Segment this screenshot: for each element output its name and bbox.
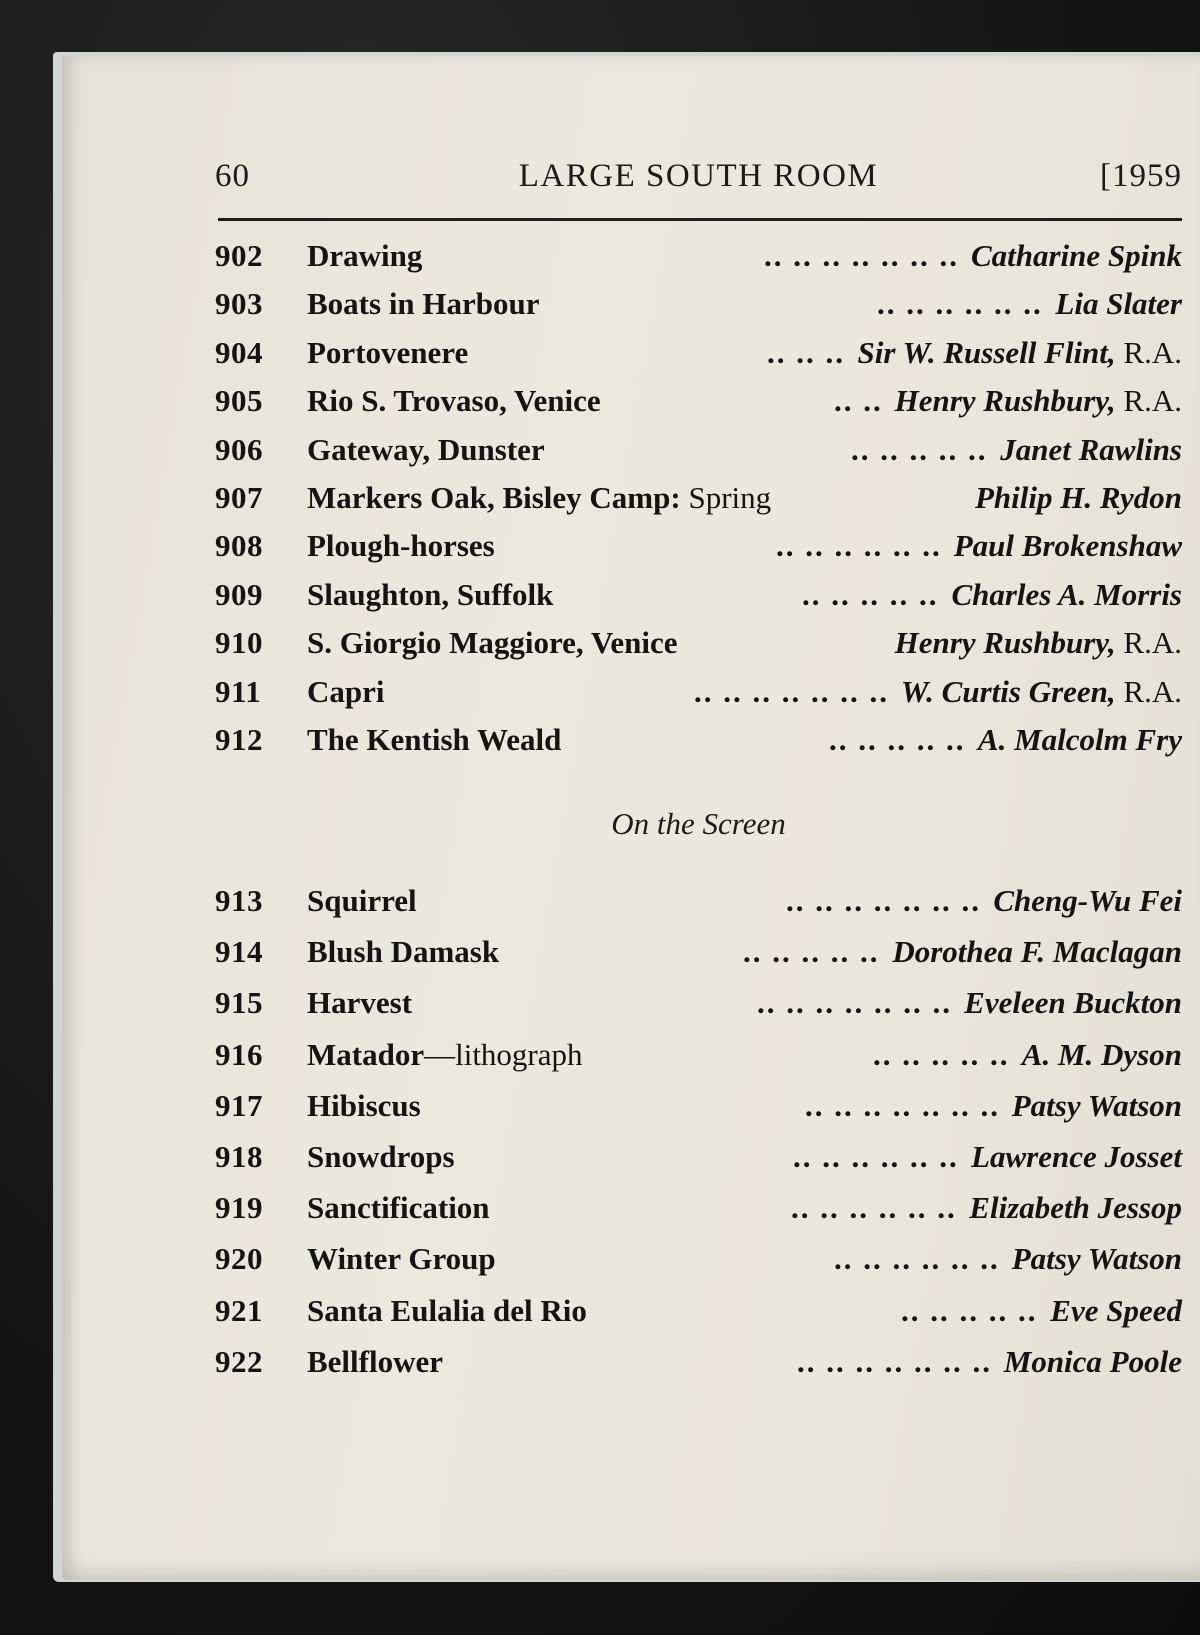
entry-title-text: Matador [307,1036,425,1072]
artist-name: Elizabeth Jessop [969,1190,1182,1226]
artist-name: A. M. Dyson [1021,1036,1182,1072]
catalogue-entry [215,1030,1182,1081]
entry-number: 916 [215,1036,263,1072]
artist-name: Patsy Watson [1011,1241,1182,1277]
dot-leader: .. .. .. .. .. .. [776,528,942,564]
entry-artist [1004,1337,1182,1387]
entry-title [307,571,553,619]
catalogue-entry [215,377,1182,425]
artist-honorific: R.A. [1115,673,1182,709]
entry-title [307,1030,583,1080]
entry-title [307,1081,421,1131]
artist-name: W. Curtis Green, [900,673,1116,709]
entry-number: 909 [215,576,263,612]
artist-name: Cheng-Wu Fei [993,883,1182,918]
entry-title-text: The Kentish Weald [307,721,562,757]
entry-title-text: Bellflower [307,1343,444,1379]
dot-leader: .. .. .. .. .. .. .. [805,1087,1000,1123]
entry-artist [951,571,1182,619]
dot-leader: .. .. .. .. .. .. .. [757,985,952,1021]
catalogue-entry [215,232,1182,280]
dot-leader: .. .. .. .. .. [901,1292,1038,1328]
entry-title-text: Rio S. Trovaso, Venice [307,383,601,419]
entry-title [307,474,771,522]
entry-title [307,668,385,716]
entry-artist [971,1132,1182,1182]
entry-title [307,716,561,764]
catalogue-entry [215,1286,1182,1337]
entry-artist [1022,1030,1182,1080]
entry-list-screen [215,876,1182,1388]
entry-number: 907 [215,479,263,515]
entry-title [307,927,499,977]
artist-name: Eveleen Buckton [964,985,1182,1021]
catalogue-entry [215,1183,1182,1234]
dot-leader: .. .. .. .. .. .. .. [764,238,959,273]
entry-artist [895,377,1182,425]
header-rule [218,218,1182,221]
artist-name: Eve Speed [1050,1292,1182,1328]
entry-title [307,876,417,926]
entry-number: 902 [215,238,263,273]
entry-artist [954,522,1182,570]
catalogue-entry [215,522,1182,570]
entry-artist [978,716,1182,764]
entry-title [307,619,678,667]
catalogue-entry [215,474,1182,522]
page-number: 60 [215,158,250,194]
artist-name: Charles A. Morris [951,576,1182,612]
dot-leader: .. .. [834,383,883,419]
entry-number: 910 [215,625,263,661]
artist-name: Monica Poole [1003,1343,1182,1379]
artist-name: Patsy Watson [1011,1087,1182,1123]
entry-artist [901,668,1182,716]
catalogue-entry [215,426,1182,474]
entry-artist [1000,426,1182,474]
entry-number: 911 [215,673,262,709]
dot-leader: .. .. .. .. .. [829,721,966,757]
entry-title [307,1337,443,1387]
entry-number: 918 [215,1138,263,1174]
entry-number: 903 [215,286,263,322]
entry-number: 920 [215,1241,263,1277]
entry-title [307,1286,587,1336]
catalogue-entry [215,978,1182,1029]
entry-artist [858,329,1183,377]
entry-title-text: Slaughton, Suffolk [307,576,554,612]
entry-number: 913 [215,883,263,918]
dot-leader: .. .. .. .. .. .. .. [797,1343,992,1379]
catalogue-entry [215,716,1182,764]
entry-number: 921 [215,1292,263,1328]
entry-number: 912 [215,721,263,757]
entry-title-text: Drawing [307,238,423,273]
artist-honorific: R.A. [1115,383,1182,419]
dot-leader: .. .. .. .. .. .. .. [694,673,889,709]
entry-title [307,978,412,1028]
entry-title [307,280,540,328]
entry-title [307,329,468,377]
entry-title-text: Squirrel [307,883,417,918]
entry-title-text: Boats in Harbour [307,286,540,322]
artist-name: Paul Brokenshaw [953,528,1182,564]
entry-artist [895,619,1182,667]
entry-artist [1012,1234,1182,1284]
entry-number: 917 [215,1087,263,1123]
artist-honorific: R.A. [1115,625,1182,661]
entry-number: 906 [215,431,263,467]
dot-leader: .. .. .. .. .. [851,431,988,467]
artist-name: Catharine Spink [970,238,1182,273]
entry-title-text: Sanctification [307,1190,490,1226]
entry-number: 908 [215,528,263,564]
entry-title-text: Portovenere [307,334,469,370]
entry-artist [993,876,1182,926]
entry-title-text: S. Giorgio Maggiore, Venice [307,625,678,661]
entry-number: 914 [215,934,263,970]
dot-leader: .. .. .. .. .. .. [793,1138,959,1174]
catalogue-entry [215,329,1182,377]
running-title: LARGE SOUTH ROOM [518,158,879,194]
year-marker: [1959 [1100,158,1182,194]
entry-title-text: Snowdrops [307,1138,455,1174]
entry-title-qualifier: —lithograph [424,1036,583,1072]
dot-leader: .. .. .. .. .. .. [834,1241,1000,1277]
artist-name: Janet Rawlins [1000,431,1182,467]
artist-name: Lia Slater [1055,286,1182,322]
dot-leader: .. .. .. .. .. [873,1036,1010,1072]
catalogue-entry [215,876,1182,927]
artist-name: Lawrence Josset [971,1138,1182,1174]
artist-name: Philip H. Rydon [975,479,1182,515]
entry-title [307,1234,496,1284]
catalogue-entry [215,927,1182,978]
catalogue-entry [215,1081,1182,1132]
entry-artist [975,474,1182,522]
entry-title-text: Markers Oak, Bisley Camp: [307,479,681,515]
entry-title-text: Capri [307,673,385,709]
entry-artist [892,927,1182,977]
entry-artist [971,232,1182,280]
entry-artist [1055,280,1182,328]
entry-number: 905 [215,383,263,419]
dot-leader: .. .. .. .. .. .. [877,286,1043,322]
entry-title [307,232,422,280]
catalogue-entry [215,619,1182,667]
entry-list-main [215,232,1182,764]
artist-name: Henry Rushbury, [894,625,1116,661]
entry-title [307,1132,455,1182]
dot-leader: .. .. .. [767,334,845,370]
catalogue-entry [215,668,1182,716]
entry-title-text: Harvest [307,985,413,1021]
entry-title [307,426,545,474]
entry-title-text: Blush Damask [307,934,500,970]
entry-number: 915 [215,985,263,1021]
entry-title-text: Santa Eulalia del Rio [307,1292,587,1328]
artist-name: Dorothea F. Maclagan [892,934,1182,970]
entry-number: 922 [215,1343,263,1379]
dot-leader: .. .. .. .. .. [802,576,939,612]
artist-name: Sir W. Russell Flint, [857,334,1116,370]
page-header [215,158,1182,206]
catalogue-entry [215,1337,1182,1388]
entry-number: 919 [215,1190,263,1226]
entry-title-text: Plough-horses [307,528,495,564]
catalogue-entry [215,1132,1182,1183]
entry-title [307,1183,490,1233]
entry-title-text: Gateway, Dunster [307,431,545,467]
entry-number: 904 [215,334,263,370]
entry-artist [1050,1286,1182,1336]
dot-leader: .. .. .. .. .. .. [791,1190,957,1226]
entry-title [307,377,601,425]
artist-name: A. Malcolm Fry [977,721,1182,757]
entry-title [307,522,495,570]
entry-artist [1012,1081,1182,1131]
entry-title-qualifier: Spring [680,479,772,515]
entry-title-text: Hibiscus [307,1087,421,1123]
catalogue-entry [215,1234,1182,1285]
entry-artist [969,1183,1182,1233]
artist-honorific: R.A. [1115,334,1182,370]
catalogue-entry [215,571,1182,619]
entry-title-text: Winter Group [307,1241,496,1277]
dot-leader: .. .. .. .. .. .. .. [786,883,981,918]
artist-name: Henry Rushbury, [894,383,1116,419]
section-heading: On the Screen [611,806,786,841]
entry-artist [964,978,1182,1028]
dot-leader: .. .. .. .. .. [743,934,880,970]
catalogue-entry [215,280,1182,328]
